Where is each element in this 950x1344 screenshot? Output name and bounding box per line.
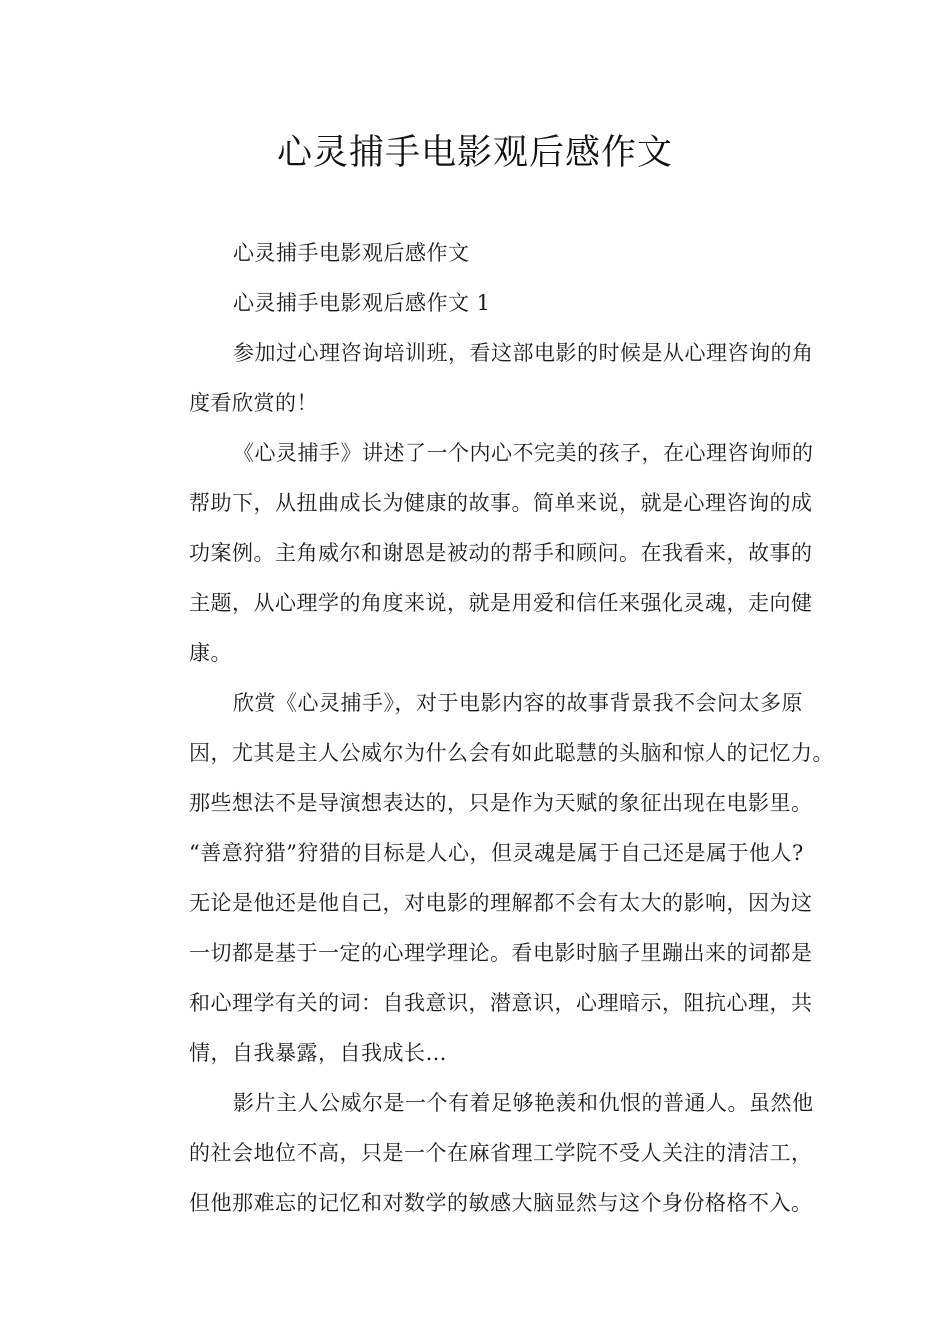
text-line: 功案例。主角威尔和谢恩是被动的帮手和顾问。在我看来，故事的: [189, 541, 813, 565]
text-line: 那些想法不是导演想表达的，只是作为天赋的象征出现在电影里。: [189, 791, 813, 815]
text-line: 主题，从心理学的角度来说，就是用爱和信任来强化灵魂，走向健: [189, 591, 813, 615]
text-line: “善意狩猎”狩猎的目标是人心，但灵魂是属于自己还是属于他人?: [189, 841, 804, 865]
document-body: [145, 228, 835, 1228]
text-line: 康。: [189, 641, 232, 665]
text-line: 度看欣赏的！: [189, 391, 318, 415]
text-line: 欣赏《心灵捕手》，对于电影内容的故事背景我不会问太多原: [233, 691, 803, 715]
text-line: 情，自我暴露，自我成长…: [189, 1041, 447, 1065]
text-line: 因，尤其是主人公威尔为什么会有如此聪慧的头脑和惊人的记忆力。: [189, 741, 834, 765]
text-line: 的社会地位不高，只是一个在麻省理工学院不受人关注的清洁工，: [189, 1141, 813, 1165]
paragraph: [145, 228, 835, 278]
text-line: 帮助下，从扭曲成长为健康的故事。简单来说，就是心理咨询的成: [189, 491, 813, 515]
paragraph: [145, 1078, 835, 1228]
document-title: 心灵捕手电影观后感作文: [276, 133, 673, 173]
paragraph: [145, 328, 835, 428]
text-line: 《心灵捕手》讲述了一个内心不完美的孩子，在心理咨询师的: [233, 441, 814, 465]
text-line: 但他那难忘的记忆和对数学的敏感大脑显然与这个身份格格不入。: [189, 1191, 813, 1215]
text-line: 心灵捕手电影观后感作文 1: [233, 291, 491, 315]
text-line: 一切都是基于一定的心理学理论。看电影时脑子里蹦出来的词都是: [189, 941, 813, 965]
text-line: 影片主人公威尔是一个有着足够艳羡和仇恨的普通人。虽然他: [233, 1091, 814, 1115]
text-line: 无论是他还是他自己，对电影的理解都不会有太大的影响，因为这: [189, 891, 813, 915]
paragraph: [145, 278, 835, 328]
paragraph: [145, 678, 835, 1078]
text-line: 参加过心理咨询培训班，看这部电影的时候是从心理咨询的角: [233, 341, 814, 365]
text-line: 和心理学有关的词：自我意识，潜意识，心理暗示，阻抗心理，共: [189, 991, 813, 1015]
text-line: 心灵捕手电影观后感作文: [233, 241, 470, 265]
paragraph: [145, 428, 835, 678]
